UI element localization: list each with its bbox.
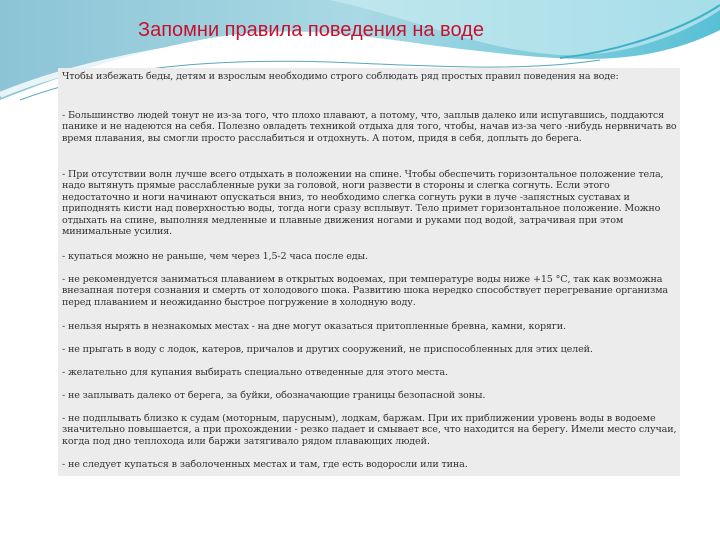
rule-paragraph: - желательно для купания выбирать специально отведенные для этого места. xyxy=(62,367,448,378)
rule-paragraph: - не прыгать в воду с лодок, катеров, причалов и других сооружений, не приспособленных для этих целей. xyxy=(62,344,593,355)
intro-paragraph: Чтобы избежать беды, детям и взрослым необходимо строго соблюдать ряд простых правил поведения на воде: xyxy=(62,71,619,82)
rule-paragraph: - нельзя нырять в незнакомых местах - на дне могут оказаться притопленные бревна, камни, коряги. xyxy=(62,321,566,332)
rule-paragraph: - не подплывать близко к судам (моторным, парусным), лодкам, баржам. При их приближении уровень воды в водоеме значительно повышается, а при прохождении - резко падает и смывает все, что находится на берегу. Имели место случаи, когда под дно теплохода или баржи затягивало рядом плавающих людей. xyxy=(62,413,677,447)
rule-paragraph: - купаться можно не раньше, чем через 1,5-2 часа после еды. xyxy=(62,251,368,262)
rule-paragraph: - При отсутствии волн лучше всего отдыхать в положении на спине. Чтобы обеспечить горизонтальное положение тела, надо вытянуть прямые расслабленные руки за головой, ноги развести в стороны и слегка согнуть. Если этого недостаточно и ноги начинают опускаться вниз, то необходимо слегка согнуть руки в луче -запястных суставах и приподнять кисти над поверхностью воды, тогда ноги сразу всплывут. Тело примет горизонтальное положение. Можно отдыхать на спине, выполняя медленные и плавные движения ногами и руками под водой, затрачивая при этом минимальные усилия. xyxy=(62,169,664,238)
slide-title: Запомни правила поведения на воде xyxy=(138,19,484,41)
rule-paragraph: - не следует купаться в заболоченных местах и там, где есть водоросли или тина. xyxy=(62,459,468,470)
rule-paragraph: - не рекомендуется заниматься плаванием в открытых водоемах, при температуре воды ниже +15 °С, так как возможна внезапная потеря сознания и смерть от холодового шока. Развитию шока нередко способствует перегревание организма перед плаванием и неожиданно быстрое погружение в холодную воду. xyxy=(62,274,668,308)
rule-paragraph: - Большинство людей тонут не из-за того, что плохо плавают, а потому, что, заплыв далеко или испугавшись, поддаются панике и не надеются на себя. Полезно овладеть техникой отдыха для того, чтобы, начав из-за чего -нибудь нервничать во время плавания, вы смогли просто расслабиться и отдохнуть. А потом, придя в себя, доплыть до берега. xyxy=(62,110,677,144)
rule-paragraph: - не заплывать далеко от берега, за буйки, обозначающие границы безопасной зоны. xyxy=(62,390,486,401)
